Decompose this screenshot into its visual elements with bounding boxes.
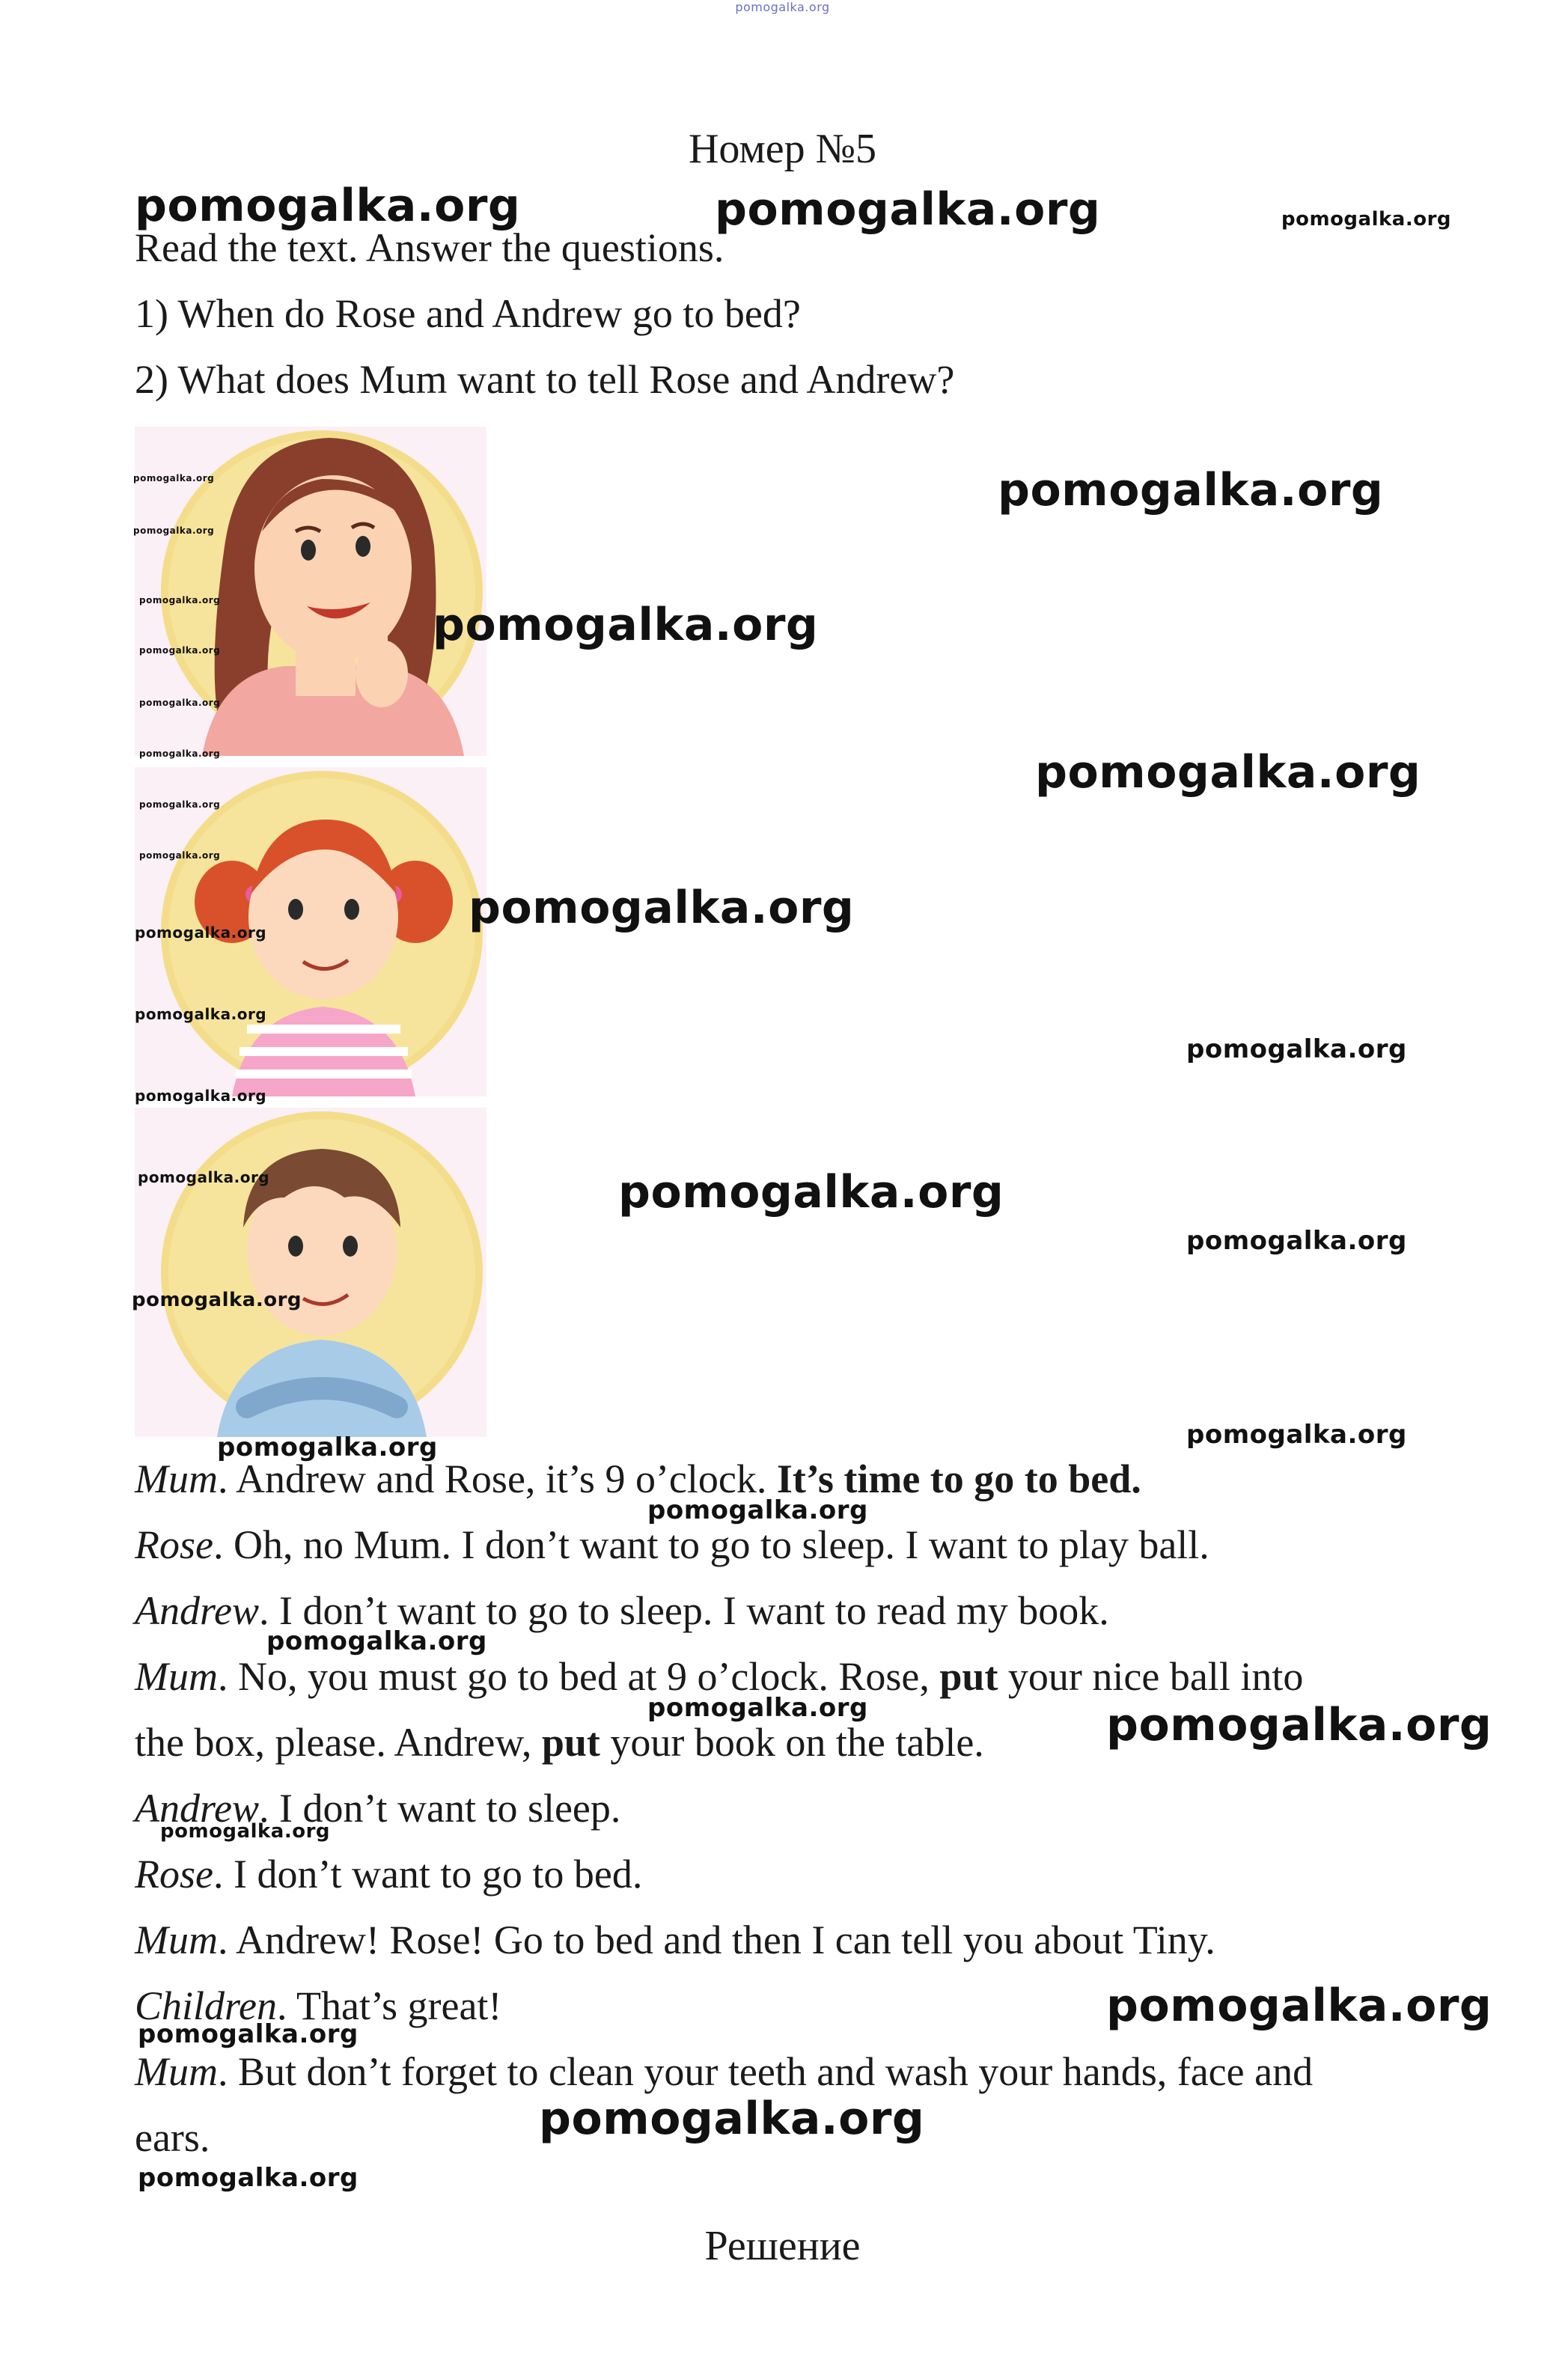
dialogue-line-4: Mum. No, you must go to bed at 9 o’clock. Rose, put your nice ball into (135, 1654, 1304, 1699)
watermark: pomogalka.org (1106, 1980, 1492, 2032)
watermark: pomogalka.org (135, 1005, 267, 1023)
watermark: pomogalka.org (135, 180, 521, 232)
watermark: pomogalka.org (618, 1166, 1004, 1218)
watermark: pomogalka.org (133, 525, 215, 536)
watermark: pomogalka.org (160, 1820, 331, 1843)
question-1: 1) When do Rose and Andrew go to bed? (135, 291, 801, 336)
dialogue-line-6: Andrew. I don’t want to sleep. (135, 1786, 621, 1831)
watermark: pomogalka.org (132, 1289, 302, 1311)
watermark: pomogalka.org (1186, 1226, 1407, 1256)
andrew-portrait (135, 1108, 486, 1437)
watermark: pomogalka.org (998, 464, 1384, 516)
watermark: pomogalka.org (539, 2093, 925, 2145)
dialogue-line-11: ears. (135, 2115, 210, 2160)
dialogue-line-10: Mum. But don’t forget to clean your teeth and wash your hands, face and (135, 2049, 1314, 2094)
watermark: pomogalka.org (266, 1626, 487, 1656)
dialogue-line-3: Andrew. I don’t want to go to sleep. I want to read my book. (135, 1588, 1109, 1633)
solution-label: Решение (704, 2223, 861, 2269)
watermark: pomogalka.org (647, 1495, 868, 1525)
watermark: pomogalka.org (135, 1087, 267, 1105)
watermark: pomogalka.org (133, 473, 215, 483)
dialogue-line-5: the box, please. Andrew, put your book on the table. (135, 1720, 984, 1765)
dialogue-line-2: Rose. Oh, no Mum. I don’t want to go to sleep. I want to play ball. (135, 1522, 1209, 1567)
header-watermark: pomogalka.org (735, 0, 830, 14)
dialogue-line-9: Children. That’s great! (135, 1983, 502, 2028)
watermark: pomogalka.org (139, 698, 221, 708)
dialogue-line-1: Mum. Andrew and Rose, it’s 9 o’clock. It’s time to go to bed. (135, 1456, 1141, 1501)
page-title: Номер №5 (688, 126, 877, 172)
watermark: pomogalka.org (1186, 1420, 1407, 1450)
dialogue-line-7: Rose. I don’t want to go to bed. (135, 1852, 643, 1897)
watermark: pomogalka.org (433, 599, 819, 651)
watermark: pomogalka.org (139, 748, 221, 759)
watermark: pomogalka.org (715, 183, 1101, 236)
watermark: pomogalka.org (1281, 208, 1452, 231)
watermark: pomogalka.org (139, 595, 221, 605)
question-2: 2) What does Mum want to tell Rose and Andrew? (135, 357, 955, 402)
watermark: pomogalka.org (469, 882, 855, 934)
watermark: pomogalka.org (1106, 1699, 1492, 1751)
watermark: pomogalka.org (139, 799, 221, 810)
watermark: pomogalka.org (217, 1432, 438, 1462)
watermark: pomogalka.org (139, 645, 221, 656)
watermark: pomogalka.org (138, 1168, 270, 1186)
watermark: pomogalka.org (1186, 1034, 1407, 1064)
watermark: pomogalka.org (135, 924, 267, 942)
watermark: pomogalka.org (1035, 746, 1421, 799)
watermark: pomogalka.org (138, 2019, 359, 2049)
dialogue-line-8: Mum. Andrew! Rose! Go to bed and then I can tell you about Tiny. (135, 1917, 1215, 1962)
watermark: pomogalka.org (139, 850, 221, 861)
instruction-text: Read the text. Answer the questions. (135, 225, 724, 270)
watermark: pomogalka.org (138, 2163, 359, 2193)
watermark: pomogalka.org (647, 1693, 868, 1723)
